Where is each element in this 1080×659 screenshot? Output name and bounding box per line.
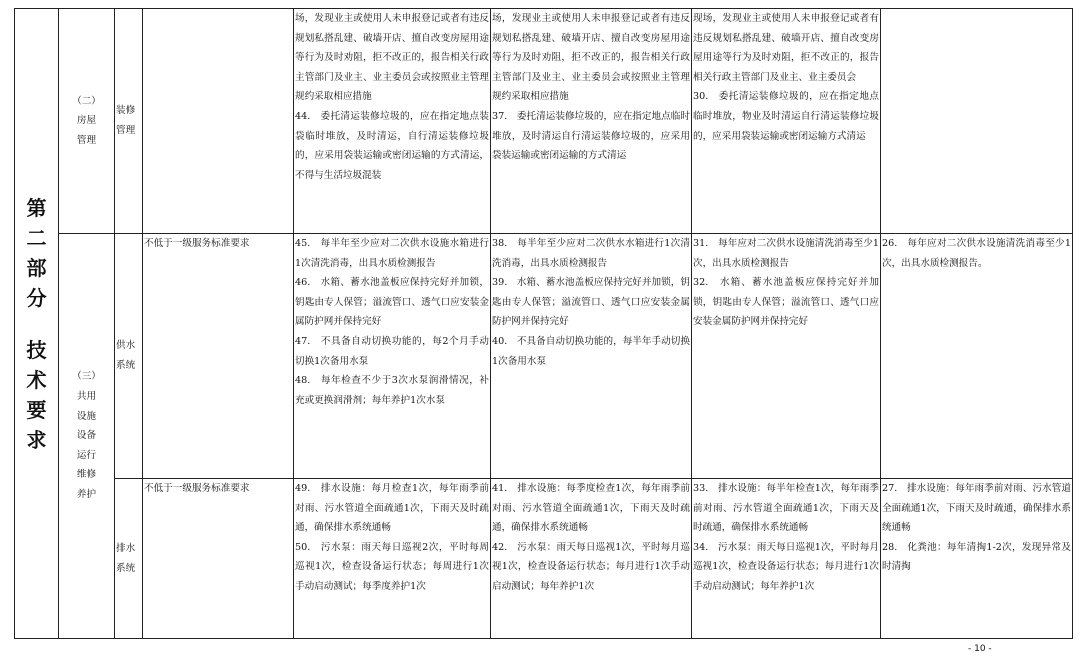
grade-cell	[491, 9, 692, 234]
grade-cell	[881, 479, 1073, 639]
section-title-char: 要	[26, 397, 47, 422]
clause-text: 41. 排水设施：每季度检查1次，每年雨季前对雨、污水管道全面疏通1次，下雨天及时疏通，确保排水系统通畅	[492, 483, 690, 534]
row-renovation-management	[15, 9, 1073, 234]
clause-text: 40. 不具备自动切换功能的，每半年手动切换1次备用水泵	[492, 335, 690, 367]
clause-text: 31. 每年应对二次供水设施清洗消毒至少1次，出具水质检测报告	[693, 238, 879, 269]
section-title-char: 术	[26, 367, 47, 392]
group-name: 共用 设施 设备 运行 维修 养护	[76, 391, 97, 500]
requirements-table	[14, 8, 1073, 639]
section-title-char: 分	[26, 285, 47, 310]
clause-text: 45. 每半年至少应对二次供水设施水箱进行1次清洗消毒，出具水质检测报告	[295, 238, 489, 269]
section-title-char	[15, 313, 58, 335]
grade-cell	[491, 234, 692, 479]
page-number: - 10 -	[968, 644, 992, 654]
clause-text: 44. 委托清运装修垃圾的，应在指定地点装袋临时堆放，及时清运，自行清运装修垃圾的，应采用袋装运输或密闭运输的方式清运，不得与生活垃圾混装	[295, 110, 489, 181]
item-renovation-management: 装修 管理	[115, 9, 143, 234]
standard-cell: 不低于一级服务标准要求	[143, 234, 294, 479]
clause-text: 32. 水箱、蓄水池盖板应保持完好并加锁，钥匙由专人保管；溢流管口、透气口应安装金属防护网并保持完好	[693, 277, 879, 328]
section-title	[15, 9, 59, 639]
clause-text: 26. 每年应对二次供水设施清洗消毒至少1次，出具水质检测报告。	[882, 238, 1071, 269]
clause-text: 49. 排水设施：每月检查1次，每年雨季前对雨、污水管道全面疏通1次，下雨天及时疏通，确保排水系统通畅	[295, 483, 489, 534]
clause-text: 39. 水箱、蓄水池盖板应保持完好并加锁，钥匙由专人保管；溢流管口、透气口应安装金属防护网并保持完好	[492, 277, 690, 328]
grade-cell	[692, 479, 881, 639]
grade-cell	[692, 234, 881, 479]
group-shared-facilities-maintenance	[59, 234, 115, 639]
standard-cell	[143, 9, 294, 234]
clause-text: 42. 污水泵：雨天每日巡视1次，平时每月巡视1次，检查设备运行状态；每月进行1次手动启动测试；每年养护1次	[492, 541, 690, 592]
clause-text: 34. 污水泵：雨天每日巡视1次，平时每月巡视1次，检查设备运行状态；每月进行1次手动启动测试；每年养护1次	[693, 541, 879, 592]
section-title-char: 二	[26, 225, 47, 250]
clause-text: 38. 每半年至少应对二次供水水箱进行1次清洗消毒，出具水质检测报告	[492, 238, 690, 269]
clause-text: 47. 不具备自动切换功能的，每2个月手动切换1次备用水泵	[295, 335, 489, 367]
clause-text: 50. 污水泵：雨天每日巡视2次，平时每周巡视1次，检查设备运行状态；每周进行1次手动启动测试；每季度养护1次	[295, 541, 489, 592]
grade-cell	[294, 234, 491, 479]
item-drainage-system: 排水 系统	[115, 479, 143, 639]
group-number: （三）	[72, 371, 101, 383]
grade-cell	[294, 9, 491, 234]
clause-text: 33. 排水设施：每半年检查1次，每年雨季前对雨、污水管道全面疏通1次，下雨天及时疏通，确保排水系统通畅	[693, 483, 879, 534]
clause-text: 现场，发现业主或使用人未申报登记或者有违反规划私搭乱建、破墙开店、擅自改变房屋用途等行为及时劝阻，拒不改正的，报告相关行政主管部门及业主、业主委员会	[693, 13, 879, 83]
row-drainage-system	[15, 479, 1073, 639]
section-title-char: 求	[26, 427, 47, 452]
section-title-char: 第	[26, 195, 47, 220]
group-housing-management	[59, 9, 115, 234]
row-water-supply-system	[15, 234, 1073, 479]
group-number: （二）	[72, 95, 101, 107]
clause-text: 30. 委托清运装修垃圾的，应在指定地点临时堆放，物业及时清运自行清运装修垃圾的，应采用袋装运输或密闭运输方式清运	[693, 91, 879, 142]
grade-cell	[692, 9, 881, 234]
clause-text: 37. 委托清运装修垃圾的，应在指定地点临时堆放，及时清运自行清运装修垃圾的，应采用袋装运输或密闭运输的方式清运	[492, 110, 690, 162]
grade-cell	[881, 234, 1073, 479]
grade-cell	[294, 479, 491, 639]
group-name: 房屋 管理	[76, 115, 97, 146]
section-title-char: 技	[26, 337, 47, 362]
grade-cell	[491, 479, 692, 639]
section-title-text	[15, 193, 58, 455]
clause-text: 27. 排水设施：每年雨季前对雨、污水管道全面疏通1次，下雨天及时疏通，确保排水系统通畅	[882, 483, 1071, 534]
item-water-supply-system: 供水 系统	[115, 234, 143, 479]
clause-text: 场，发现业主或使用人未申报登记或者有违反规划私搭乱建、破墙开店、擅自改变房屋用途等行为及时劝阻，拒不改正的，报告相关行政主管部门及业主、业主委员会或按照业主管理规约采取相应措施	[492, 13, 690, 103]
grade-cell	[881, 9, 1073, 234]
clause-text: 48. 每年检查不少于3次水泵润滑情况，补充或更换润滑剂；每年养护1次水泵	[295, 375, 489, 406]
clause-text: 28. 化粪池：每年清掏1-2次，发现异常及时清掏	[882, 541, 1071, 573]
section-title-char: 部	[26, 255, 47, 280]
clause-text: 46. 水箱、蓄水池盖板应保持完好并加锁，钥匙由专人保管；溢流管口、透气口应安装金属防护网并保持完好	[295, 277, 489, 328]
standard-cell: 不低于一级服务标准要求	[143, 479, 294, 639]
clause-text: 场，发现业主或使用人未申报登记或者有违反规划私搭乱建、破墙开店、擅自改变房屋用途等行为及时劝阻，拒不改正的，报告相关行政主管部门及业主、业主委员会或按照业主管理规约采取相应措施	[295, 13, 489, 103]
